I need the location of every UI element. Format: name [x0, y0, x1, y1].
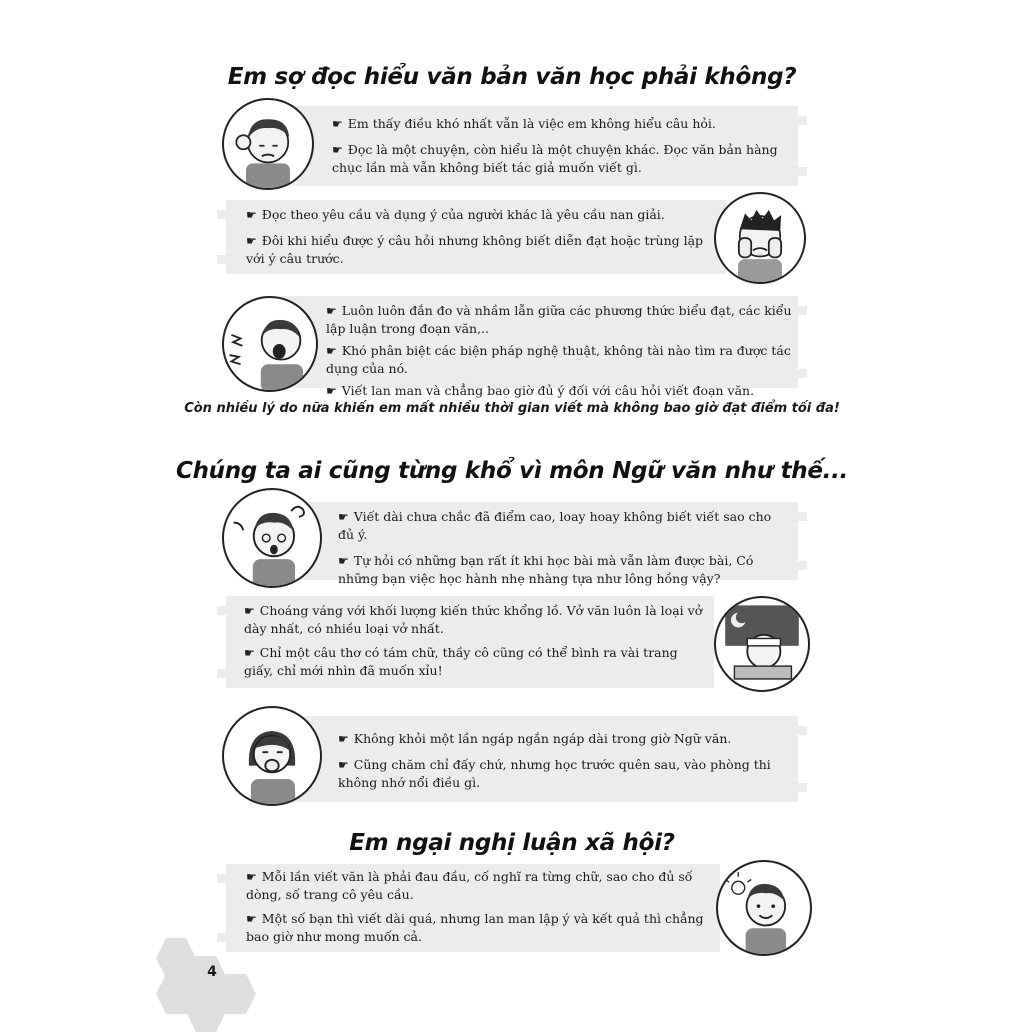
panel-s2-1 — [262, 502, 798, 586]
pointing-hand-icon: ☛ — [332, 143, 343, 157]
avatar-boy-headache — [222, 98, 314, 190]
avatar-boy-idea — [716, 860, 812, 956]
pointing-hand-icon: ☛ — [244, 604, 255, 618]
bullet-text: Viết dài chưa chắc đã điểm cao, loay hoay không biết viết sao cho đủ ý. — [338, 509, 772, 542]
bullet-text: Một số bạn thì viết dài quá, nhưng lan man lập ý và kết quả thì chẳng bao giờ như mong muốn cả. — [246, 911, 704, 944]
pointing-hand-icon: ☛ — [338, 732, 349, 746]
bullet-item — [338, 552, 790, 588]
avatar-girl-yawning — [222, 706, 322, 806]
bullet-text: Viết lan man và chẳng bao giờ đủ ý đối với câu hỏi viết đoạn văn. — [341, 383, 755, 398]
bullet-item — [332, 141, 788, 177]
bullet-text: Đôi khi hiểu được ý câu hỏi nhưng không biết diễn đạt hoặc trùng lặp với ý câu trước. — [246, 233, 704, 266]
page-number: 4 — [207, 964, 217, 980]
pointing-hand-icon: ☛ — [246, 870, 257, 884]
bullet-item — [246, 206, 712, 224]
section-2-heading: Chúng ta ai cũng từng khổ vì môn Ngữ văn như thế... — [176, 458, 848, 484]
bullet-item — [338, 756, 790, 792]
bullet-item — [246, 910, 708, 946]
pointing-hand-icon: ☛ — [246, 912, 257, 926]
bullet-item — [326, 302, 792, 338]
panel-s3-1 — [226, 864, 720, 952]
panel-s1-2 — [226, 200, 726, 274]
bullet-text: Mỗi lần viết văn là phải đau đầu, cố nghĩ ra từng chữ, sao cho đủ số dòng, số trang cô yêu cầu. — [246, 869, 693, 902]
bullet-item — [244, 644, 704, 680]
bullet-text: Choáng váng với khối lượng kiến thức khổng lồ. Vở văn luôn là loại vở dày nhất, có nhiều loại vở nhất. — [244, 603, 703, 636]
bullet-item — [338, 730, 790, 748]
pointing-hand-icon: ☛ — [338, 554, 349, 568]
bullet-item — [326, 342, 792, 378]
bullet-text: Tự hỏi có những bạn rất ít khi học bài mà vẫn làm được bài, Có những bạn việc học hành nhẹ nhàng tựa như lông hồng vậy? — [338, 553, 754, 586]
bullet-item — [338, 508, 790, 544]
pointing-hand-icon: ☛ — [338, 758, 349, 772]
bullet-text: Luôn luôn đắn đo và nhầm lẫn giữa các phương thức biểu đạt, các kiểu lập luận trong đoạn văn,.. — [326, 303, 792, 336]
bullet-item — [246, 232, 712, 268]
bullet-text: Cũng chăm chỉ đấy chứ, nhưng học trước quên sau, vào phòng thi không nhớ nổi điều gì. — [338, 757, 771, 790]
pointing-hand-icon: ☛ — [246, 234, 257, 248]
pointing-hand-icon: ☛ — [326, 384, 337, 398]
avatar-boy-stressed — [714, 192, 806, 284]
bullet-item — [246, 868, 708, 904]
panel-s2-3 — [262, 716, 798, 802]
pointing-hand-icon: ☛ — [332, 117, 343, 131]
bullet-text: Đọc theo yêu cầu và dụng ý của người khác là yêu cầu nan giải. — [261, 207, 665, 222]
bullet-text: Đọc là một chuyện, còn hiểu là một chuyện khác. Đọc văn bản hàng chục lần mà vẫn không biết tác giả muốn viết gì. — [332, 142, 778, 175]
pointing-hand-icon: ☛ — [326, 304, 337, 318]
pointing-hand-icon: ☛ — [326, 344, 337, 358]
panel-s1-1 — [262, 106, 798, 186]
avatar-boy-shouting — [222, 296, 318, 392]
pointing-hand-icon: ☛ — [338, 510, 349, 524]
bullet-text: Không khỏi một lần ngáp ngắn ngáp dài trong giờ Ngữ văn. — [353, 731, 732, 746]
bullet-text: Em thấy điều khó nhất vẫn là việc em không hiểu câu hỏi. — [347, 116, 716, 131]
pointing-hand-icon: ☛ — [246, 208, 257, 222]
panel-s2-2 — [226, 596, 714, 688]
bullet-item — [244, 602, 704, 638]
panel-s1-3 — [262, 296, 798, 398]
bullet-text: Chỉ một câu thơ có tám chữ, thầy cô cũng có thể bình ra vài trang giấy, chỉ mới nhìn đã muốn xỉu! — [244, 645, 678, 678]
section-1-heading: Em sợ đọc hiểu văn bản văn học phải không? — [227, 64, 797, 90]
bullet-item — [332, 115, 788, 133]
avatar-boy-studying-night — [714, 596, 810, 692]
bullet-text: Khó phân biệt các biện pháp nghệ thuật, không tài nào tìm ra được tác dụng của nó. — [326, 343, 791, 376]
section-3-heading: Em ngại nghị luận xã hội? — [349, 830, 675, 856]
bullet-item — [326, 382, 792, 400]
avatar-boy-dizzy — [222, 488, 322, 588]
pointing-hand-icon: ☛ — [244, 646, 255, 660]
section-1-note: Còn nhiều lý do nữa khiến em mất nhiều thời gian viết mà không bao giờ đạt điểm tối đa! — [184, 401, 840, 416]
